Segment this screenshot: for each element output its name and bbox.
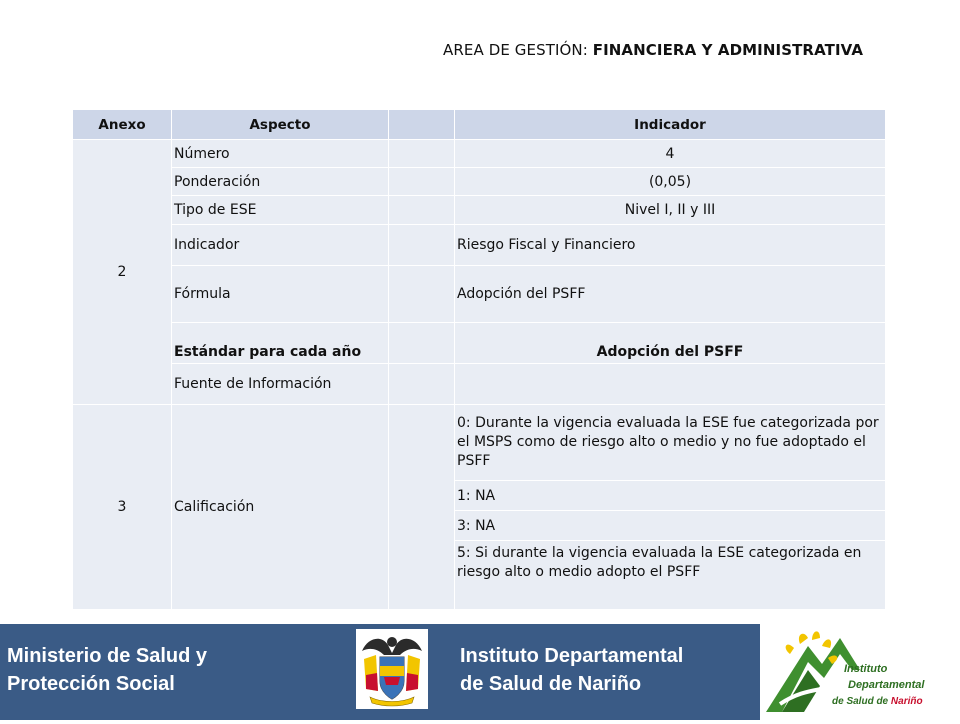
blank-cell bbox=[389, 168, 455, 196]
table-row bbox=[73, 168, 886, 196]
svg-text:Departamental: Departamental bbox=[848, 679, 925, 691]
title-prefix: AREA DE GESTIÓN: bbox=[443, 41, 593, 59]
aspect-cell: Calificación bbox=[172, 405, 389, 610]
score-cell: 0: Durante la vigencia evaluada la ESE fue categorizada por el MSPS como de riesgo alto o medio y no fue adoptado el PSFF bbox=[455, 405, 886, 481]
aspect-cell: Número bbox=[172, 140, 389, 168]
blank-cell bbox=[389, 266, 455, 323]
ministry-line-1: Ministerio de Salud y bbox=[7, 645, 208, 667]
ministry-name bbox=[7, 642, 207, 698]
value-cell: Adopción del PSFF bbox=[455, 266, 886, 323]
aspect-cell: Estándar para cada año bbox=[172, 323, 389, 364]
score-cell: 5: Si durante la vigencia evaluada la ESE categorizada en riesgo alto o medio adopto el PSFF bbox=[455, 541, 886, 610]
svg-text:Instituto: Instituto bbox=[844, 663, 888, 675]
institute-logo bbox=[760, 624, 960, 720]
table-row bbox=[73, 225, 886, 266]
aspect-cell: Tipo de ESE bbox=[172, 196, 389, 225]
institute-line-2: de Salud de Nariño bbox=[460, 673, 642, 695]
header-blank bbox=[389, 110, 455, 140]
aspect-cell: Fuente de Información bbox=[172, 364, 389, 405]
coat-of-arms bbox=[356, 629, 428, 709]
table-row bbox=[73, 364, 886, 405]
title-area: FINANCIERA Y ADMINISTRATIVA bbox=[592, 41, 864, 59]
anexo-cell: 2 bbox=[73, 140, 172, 405]
aspect-cell: Ponderación bbox=[172, 168, 389, 196]
anexo-cell: 3 bbox=[73, 405, 172, 610]
institute-logo-icon bbox=[760, 624, 960, 720]
blank-cell bbox=[389, 323, 455, 364]
score-cell: 3: NA bbox=[455, 511, 886, 541]
blank-cell bbox=[389, 140, 455, 168]
institute-line-1: Instituto Departamental bbox=[460, 645, 684, 667]
institute-name bbox=[460, 642, 683, 698]
table-row bbox=[73, 140, 886, 168]
value-cell: Riesgo Fiscal y Financiero bbox=[455, 225, 886, 266]
aspect-cell: Indicador bbox=[172, 225, 389, 266]
aspect-cell: Fórmula bbox=[172, 266, 389, 323]
footer-bar bbox=[0, 624, 960, 720]
blank-cell bbox=[389, 364, 455, 405]
table-row bbox=[73, 323, 886, 364]
value-cell: (0,05) bbox=[455, 168, 886, 196]
value-cell bbox=[455, 364, 886, 405]
value-cell: Nivel I, II y III bbox=[455, 196, 886, 225]
header-anexo: Anexo bbox=[73, 110, 172, 140]
indicator-table bbox=[72, 109, 886, 610]
blank-cell bbox=[389, 225, 455, 266]
svg-text:de Salud de Nariño: de Salud de Nariño bbox=[832, 696, 923, 707]
table-row bbox=[73, 405, 886, 481]
score-cell: 1: NA bbox=[455, 481, 886, 511]
table-header-row bbox=[73, 110, 886, 140]
header-indicador: Indicador bbox=[455, 110, 886, 140]
coat-of-arms-icon bbox=[356, 629, 428, 709]
blank-cell bbox=[389, 196, 455, 225]
table-row bbox=[73, 266, 886, 323]
page-title bbox=[443, 41, 863, 59]
header-aspecto: Aspecto bbox=[172, 110, 389, 140]
value-cell: 4 bbox=[455, 140, 886, 168]
table-row bbox=[73, 196, 886, 225]
value-cell: Adopción del PSFF bbox=[455, 323, 886, 364]
blank-cell bbox=[389, 405, 455, 610]
ministry-line-2: Protección Social bbox=[7, 673, 175, 695]
